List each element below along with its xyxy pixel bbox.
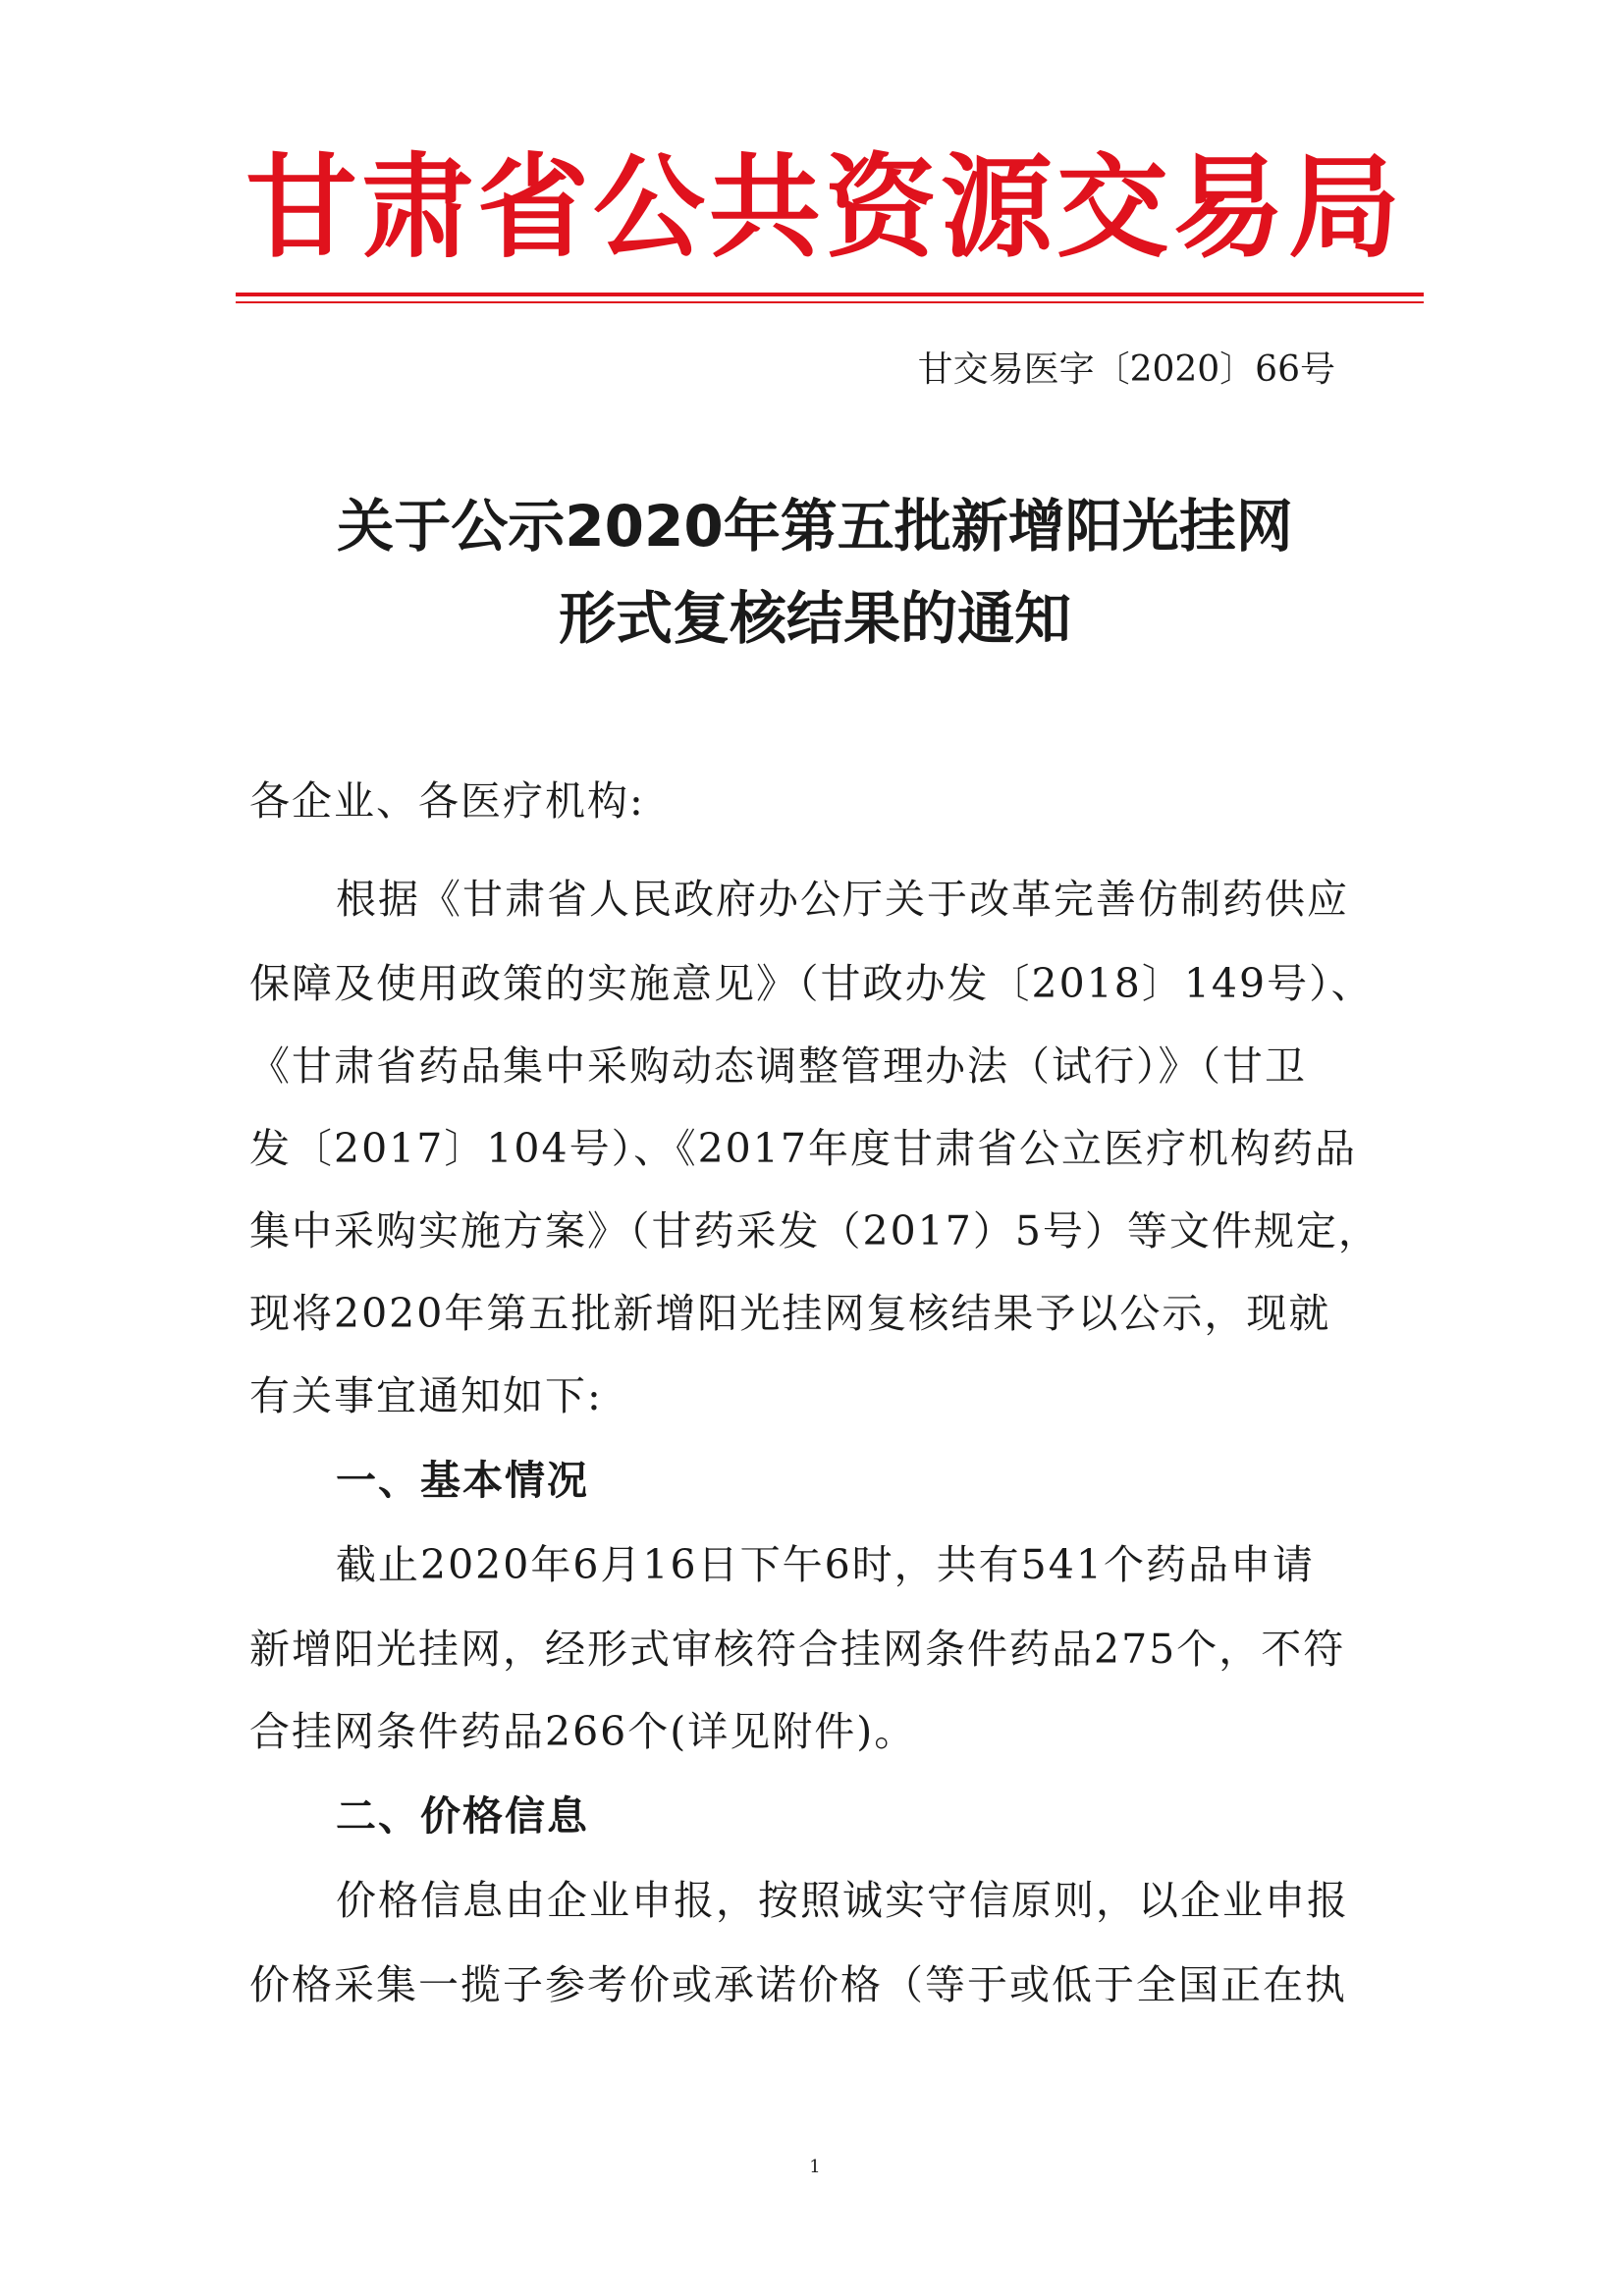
intro-paragraph-line: 发〔2017〕104号）、《2017年度甘肃省公立医疗机构药品 xyxy=(249,1125,1357,1172)
intro-paragraph-line: 根据《甘肃省人民政府办公厅关于改革完善仿制药供应 xyxy=(336,876,1349,923)
masthead-organization-name: 甘肃省公共资源交易局 xyxy=(244,142,1404,273)
page-number: 1 xyxy=(809,2157,821,2177)
intro-paragraph-line: 保障及使用政策的实施意见》（甘政办发〔2018〕149号）、 xyxy=(249,960,1374,1007)
document-number: 甘交易医字〔2020〕66号 xyxy=(917,349,1335,390)
intro-paragraph-line: 现将2020年第五批新增阳光挂网复核结果予以公示，现就 xyxy=(249,1290,1331,1337)
section-2-paragraph-line: 价格信息由企业申报，按照诚实守信原则，以企业申报 xyxy=(336,1877,1349,1924)
section-1-paragraph-line: 合挂网条件药品266个(详见附件)。 xyxy=(249,1708,917,1755)
section-heading-basic-info: 一、基本情况 xyxy=(336,1457,589,1504)
document-title-line-1: 关于公示2020年第五批新增阳光挂网 xyxy=(337,493,1293,560)
section-1-paragraph-line: 新增阳光挂网，经形式审核符合挂网条件药品275个，不符 xyxy=(249,1626,1346,1673)
masthead-red-rule-thick xyxy=(236,293,1424,296)
intro-paragraph-line: 有关事宜通知如下: xyxy=(249,1372,603,1419)
section-heading-price-info: 二、价格信息 xyxy=(336,1792,589,1840)
salutation: 各企业、各医疗机构: xyxy=(249,777,645,825)
section-2-paragraph-line: 价格采集一揽子参考价或承诺价格（等于或低于全国正在执 xyxy=(249,1961,1347,2008)
intro-paragraph-line: 《甘肃省药品集中采购动态调整管理办法（试行）》（甘卫 xyxy=(249,1042,1307,1090)
intro-paragraph-line: 集中采购实施方案》（甘药采发（2017）5号）等文件规定， xyxy=(249,1207,1380,1255)
document-title-line-2: 形式复核结果的通知 xyxy=(558,585,1071,652)
section-1-paragraph-line: 截止2020年6月16日下午6时，共有541个药品申请 xyxy=(336,1541,1315,1588)
masthead-red-rule-thin xyxy=(236,301,1424,303)
